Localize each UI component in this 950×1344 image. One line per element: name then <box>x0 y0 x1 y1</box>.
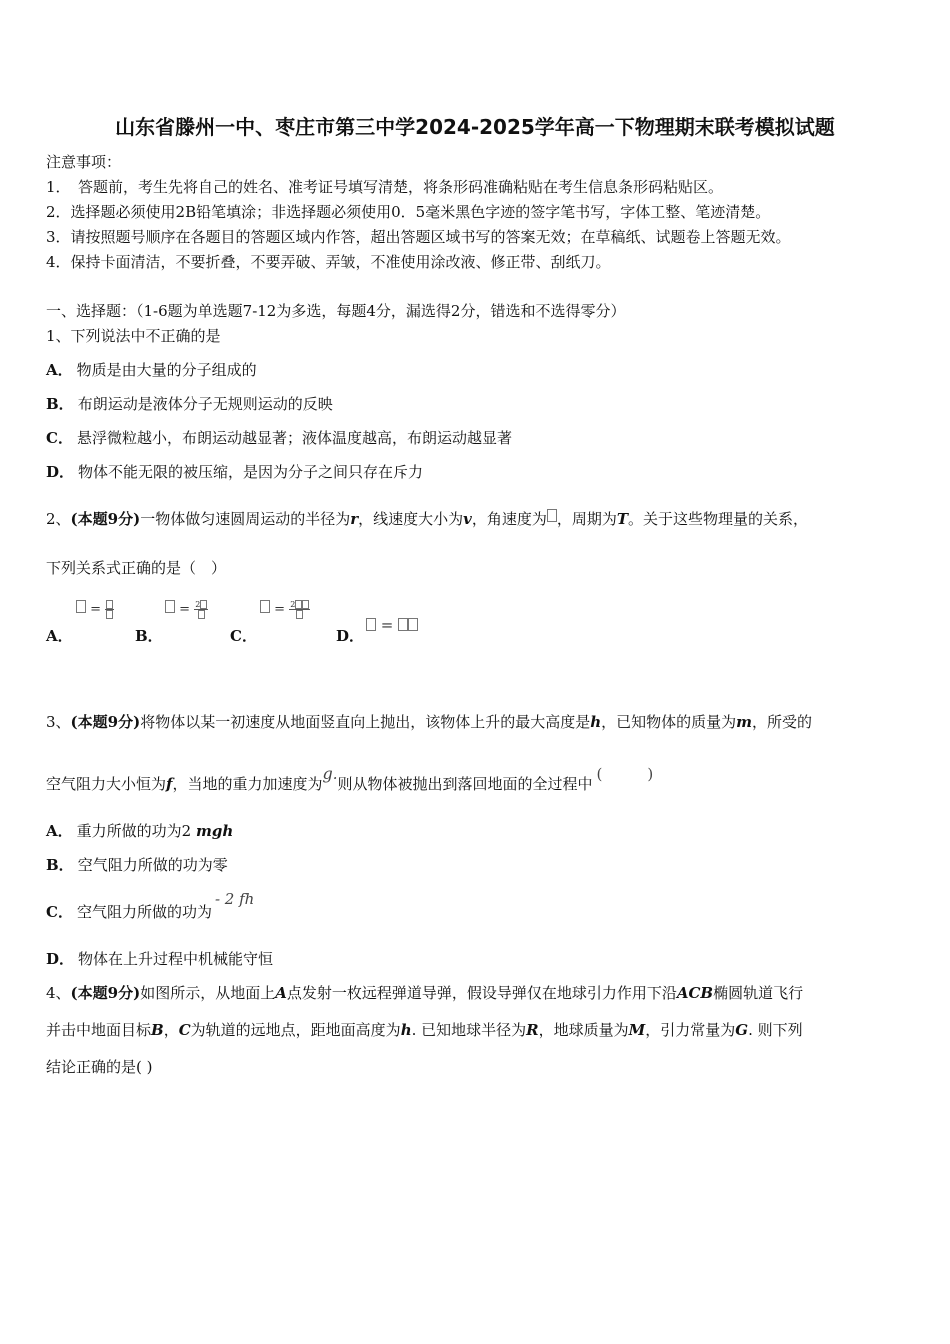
var-h: h <box>590 713 602 731</box>
equals-sign: = <box>274 602 286 617</box>
text: 如图所示，从地面上 <box>140 984 276 1002</box>
math-mgh: mgh <box>195 822 234 840</box>
text: 为轨道的远地点，距地面高度为 <box>190 1021 401 1039</box>
option-label: A． <box>46 361 73 379</box>
option-text: 物体不能无限的被压缩，是因为分子之间只存在斥力 <box>78 463 424 481</box>
var-r-upper: R <box>526 1021 539 1039</box>
option-text: 空气阻力所做的功为零 <box>77 856 228 874</box>
section-heading: 一、选择题：（1-6题为单选题7-12为多选，每题4分，漏选得2分，错选和不选得零分） <box>46 302 626 320</box>
formula-symbol-icon <box>165 600 175 613</box>
question-3-line-2 <box>46 764 654 794</box>
text: 一物体做匀速圆周运动的半径为 <box>140 510 351 528</box>
question-2-option-a-formula <box>76 600 114 619</box>
formula-symbol-icon <box>302 600 309 609</box>
score-tag: (本题9分) <box>70 984 141 1002</box>
text: 点发射一枚远程弹道导弹，假设导弹仅在地球引力作用下沿 <box>286 984 677 1002</box>
text: 。关于这些物理量的关系， <box>628 510 809 528</box>
text: 则从物体被抛出到落回地面的全过程中 <box>337 775 593 793</box>
formula-symbol-icon <box>106 610 113 619</box>
text: ，已知物体的质量为 <box>601 713 737 731</box>
math-minus-2fh: - 2 fh <box>214 890 255 908</box>
question-2-line-2: 下列关系式正确的是（ ） <box>46 559 227 577</box>
var-g-upper: G <box>735 1021 749 1039</box>
formula-symbol-icon <box>76 600 86 613</box>
text: ，线速度大小为 <box>358 510 464 528</box>
var-h: h <box>400 1021 412 1039</box>
question-1-option-c <box>46 428 512 448</box>
var-r: r <box>350 510 359 528</box>
text: ，周期为 <box>556 510 617 528</box>
var-b: B <box>151 1021 164 1039</box>
option-label: A． <box>46 822 73 840</box>
text: ，当地的重力加速度为 <box>172 775 323 793</box>
question-4-line-1 <box>46 983 803 1003</box>
question-2-option-c-label: C． <box>230 627 257 645</box>
question-number: 2、 <box>46 510 71 528</box>
question-3-option-c <box>46 890 255 922</box>
question-2-option-c-formula <box>260 600 310 619</box>
option-label: B． <box>46 395 74 413</box>
var-f: f <box>166 775 173 793</box>
text: ，地球质量为 <box>538 1021 629 1039</box>
question-3-option-d <box>46 949 273 969</box>
question-2-line-1 <box>46 509 808 529</box>
var-a: A <box>275 984 287 1002</box>
question-3-option-a <box>46 821 233 841</box>
formula-symbol-icon <box>295 600 302 609</box>
var-c: C <box>178 1021 191 1039</box>
question-1-option-d <box>46 462 423 482</box>
text: 空气阻力大小恒为 <box>46 775 167 793</box>
option-label: C． <box>46 429 73 447</box>
question-2-option-b-label: B． <box>135 627 163 645</box>
var-g: g <box>322 764 333 783</box>
question-1-option-a <box>46 360 257 380</box>
option-text: 重力所做的功为2 <box>76 822 196 840</box>
notice-heading: 注意事项： <box>46 153 122 171</box>
answer-paren: ( ) <box>596 765 654 783</box>
notice-item-2: 2．选择题必须使用2B铅笔填涂；非选择题必须使用0．5毫米黑色字迹的签字笔书写，字体工整、笔迹清楚。 <box>46 203 771 221</box>
formula-symbol-icon <box>366 618 376 631</box>
option-text: 布朗运动是液体分子无规则运动的反映 <box>77 395 333 413</box>
var-t: T <box>616 510 629 528</box>
omega-placeholder-icon <box>547 509 557 522</box>
dot: . <box>332 765 338 783</box>
question-number: 3、 <box>46 713 71 731</box>
page-title: 山东省滕州一中、枣庄市第三中学2024-2025学年高一下物理期末联考模拟试题 <box>115 115 835 139</box>
score-tag: (本题9分) <box>70 713 141 731</box>
option-text: 空气阻力所做的功为 <box>76 903 212 921</box>
text: 并击中地面目标 <box>46 1021 152 1039</box>
numeral: 2 <box>195 600 201 609</box>
text: 椭圆轨道飞行 <box>713 984 804 1002</box>
notice-item-3: 3．请按照题号顺序在各题目的答题区域内作答，超出答题区域书写的答案无效；在草稿纸、试题卷上答题无效。 <box>46 228 791 246</box>
option-label: D． <box>46 950 75 968</box>
equals-sign: = <box>179 602 191 617</box>
text: . 已知地球半径为 <box>411 1021 527 1039</box>
text: ，角速度为 <box>471 510 547 528</box>
question-4-line-3: 结论正确的是( ) <box>46 1058 153 1076</box>
question-4-line-2 <box>46 1020 803 1040</box>
text: . 则下列 <box>748 1021 803 1039</box>
formula-symbol-icon <box>260 600 270 613</box>
var-m-upper: M <box>628 1021 646 1039</box>
question-3-line-1 <box>46 712 812 732</box>
question-2-option-d-label: D． <box>336 627 365 645</box>
equals-sign: = <box>90 602 102 617</box>
formula-symbol-icon <box>198 610 205 619</box>
text: ，引力常量为 <box>645 1021 736 1039</box>
text: 将物体以某一初速度从地面竖直向上抛出，该物体上升的最大高度是 <box>140 713 591 731</box>
notice-item-4: 4．保持卡面清洁，不要折叠，不要弄破、弄皱，不准使用涂改液、修正带、刮纸刀。 <box>46 253 611 271</box>
question-2-option-b-formula <box>165 600 208 619</box>
text: ， <box>163 1021 179 1039</box>
numeral: 2 <box>290 600 296 609</box>
formula-symbol-icon <box>200 600 207 609</box>
option-text: 物体在上升过程中机械能守恒 <box>78 950 274 968</box>
option-label: D． <box>46 463 75 481</box>
option-label: B． <box>46 856 74 874</box>
var-v: v <box>463 510 472 528</box>
option-label: C． <box>46 903 73 921</box>
question-2-option-d-formula <box>366 618 418 632</box>
question-number: 4、 <box>46 984 71 1002</box>
score-tag: (本题9分) <box>70 510 141 528</box>
formula-symbol-icon <box>398 618 408 631</box>
var-acb: ACB <box>676 984 714 1002</box>
formula-symbol-icon <box>408 618 418 631</box>
notice-item-1: 1． 答题前，考生先将自己的姓名、准考证号填写清楚，将条形码准确粘贴在考生信息条形码粘贴区。 <box>46 178 724 196</box>
question-2-option-a-label: A． <box>46 627 73 645</box>
equals-sign: = <box>380 616 394 634</box>
question-3-option-b <box>46 855 228 875</box>
formula-symbol-icon <box>296 610 303 619</box>
formula-symbol-icon <box>106 600 113 609</box>
text: ，所受的 <box>752 713 813 731</box>
option-text: 物质是由大量的分子组成的 <box>76 361 257 379</box>
question-1-stem: 1、下列说法中不正确的是 <box>46 327 221 345</box>
var-m: m <box>736 713 752 731</box>
question-1-option-b <box>46 394 333 414</box>
option-text: 悬浮微粒越小，布朗运动越显著；液体温度越高，布朗运动越显著 <box>76 429 512 447</box>
